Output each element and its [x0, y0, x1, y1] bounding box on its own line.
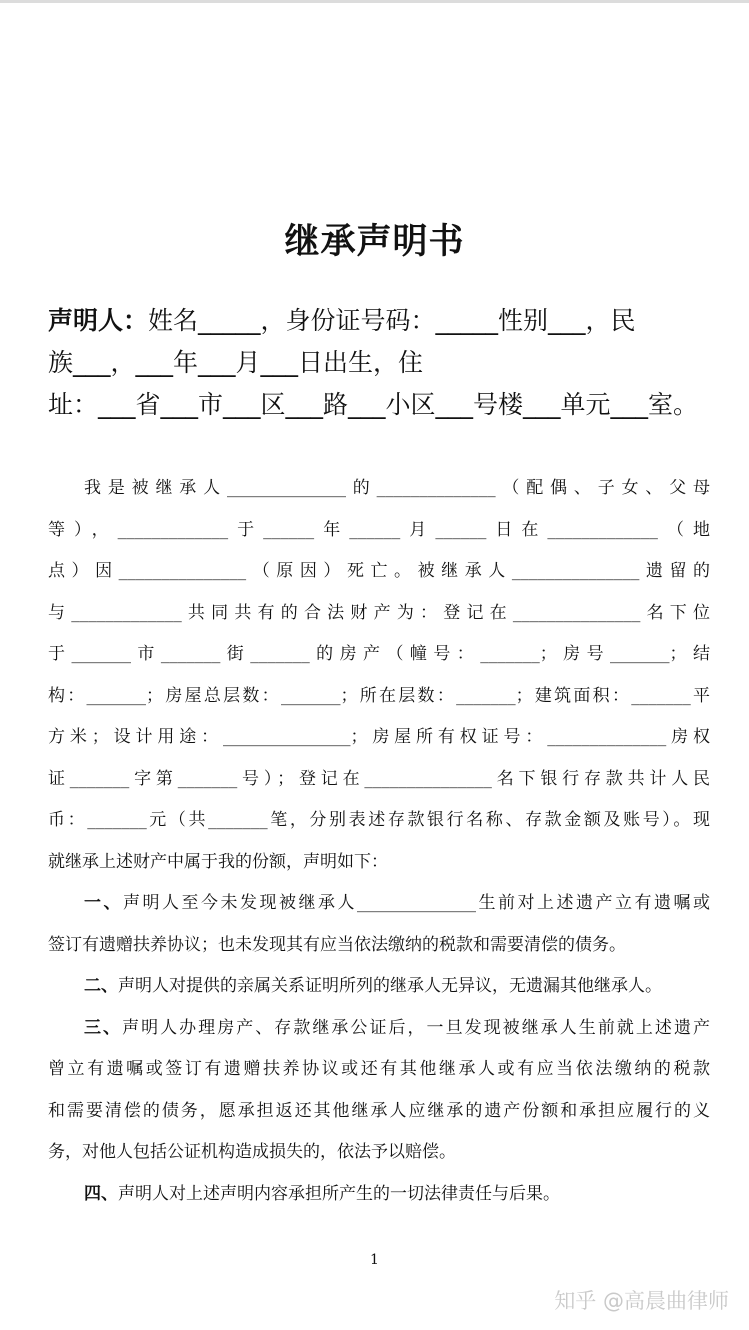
- clause-1-line-1: [48, 883, 710, 925]
- body-line: 就继承上述财产中属于我的份额，声明如下：: [48, 851, 388, 872]
- statement-body: [48, 468, 710, 1215]
- body-line: 构：_______；房屋总层数：_______；所在层数：_______；建筑面积：_______平: [48, 685, 710, 706]
- page-number: 1: [370, 1252, 379, 1268]
- clause-3-line-3: 和需要清偿的债务，愿承担返还其他继承人应继承的遗产份额和承担应履行的义: [48, 1100, 710, 1121]
- clause-3-text: 声明人办理房产、存款继承公证后，一旦发现被继承人生前就上述遗产: [122, 1017, 710, 1038]
- declarant-line-2: 族___，___年___月___日出生，住: [48, 348, 424, 377]
- clause-3-number: 三、: [84, 1017, 123, 1038]
- declarant-line-1: [48, 300, 718, 342]
- clause-2-text: 声明人对提供的亲属关系证明所列的继承人无异议，无遗漏其他继承人。: [118, 976, 662, 996]
- body-line: 方米；设计用途：_______________；房屋所有权证号：______________房权: [48, 727, 710, 747]
- clause-2: [48, 966, 710, 1008]
- declarant-label: 声明人：: [48, 306, 149, 335]
- body-line: 证_______字第_______号）；登记在_______________名下银行存款共计人民: [48, 768, 710, 789]
- clause-4: [48, 1174, 710, 1216]
- body-line: 等），_____________于______年______月______日在_____________（地: [48, 519, 710, 540]
- clause-1-text: 声明人至今未发现被继承人______________生前对上述遗产立有遗嘱或: [123, 893, 710, 913]
- clause-4-text: 声明人对上述声明内容承担所产生的一切法律责任与后果。: [118, 1183, 560, 1204]
- declarant-line-3: 址：___省___市___区___路___小区___号楼___单元___室。: [48, 390, 699, 419]
- clause-3-line-1: [48, 1008, 710, 1050]
- watermark: 知乎 @高晨曲律师: [554, 1289, 729, 1313]
- body-line: 于_______市_______街_______的房产（幢号：_______；房号_______；结: [48, 644, 710, 664]
- clause-3-line-2: 曾立有遗嘱或签订有遗赠扶养协议或还有其他继承人或有应当依法缴纳的税款: [48, 1059, 710, 1079]
- clause-3-line-4: 务，对他人包括公证机构造成损失的，依法予以赔偿。: [48, 1142, 456, 1162]
- clause-1-number: 一、: [84, 893, 123, 913]
- clause-1-line-2: 签订有遗赠扶养协议；也未发现其有应当依法缴纳的税款和需要清偿的债务。: [48, 934, 626, 955]
- declarant-line-1-text: 姓名_____，身份证号码：_____性别___，民: [148, 306, 636, 335]
- body-line: 点）因_______________（原因）死亡。被继承人_______________遗留的: [48, 561, 710, 581]
- body-line: 与_____________共同共有的合法财产为：登记在_______________名下位: [48, 602, 710, 623]
- body-line: 币：_______元（共_______笔，分别表述存款银行名称、存款金额及账号）。现: [48, 810, 710, 830]
- clause-4-number: 四、: [84, 1183, 118, 1204]
- clause-2-number: 二、: [84, 976, 118, 996]
- document-title: 继承声明书: [284, 222, 465, 262]
- declarant-section: [48, 300, 718, 426]
- body-line: 我是被继承人______________的______________（配偶、子女、父母: [84, 478, 710, 498]
- top-divider: [0, 0, 749, 3]
